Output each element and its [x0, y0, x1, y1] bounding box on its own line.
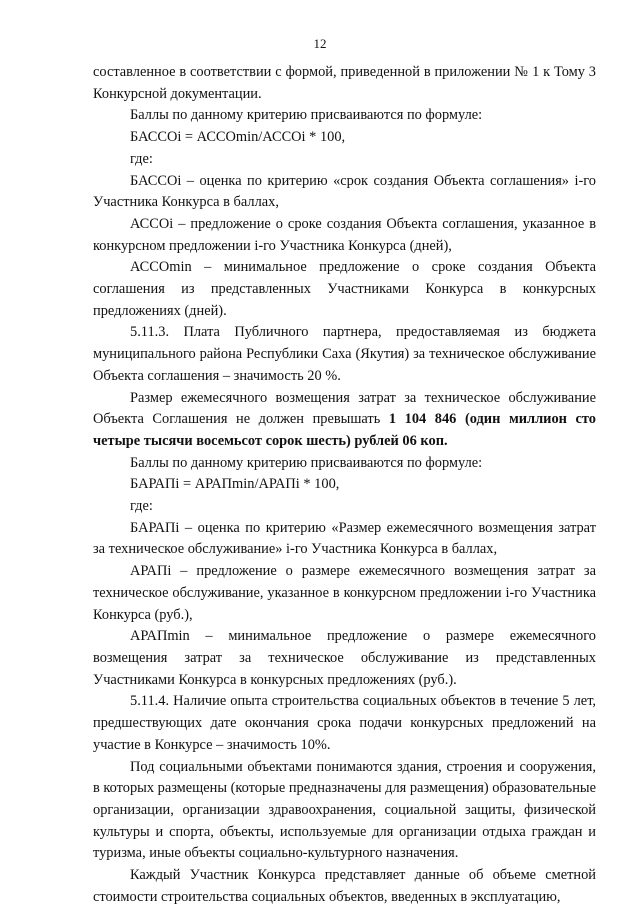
paragraph: БАРАПi – оценка по критерию «Размер ежемесячного возмещения затрат за техническое обслуживание» i-го Участника Конкурса в баллах, [93, 519, 596, 558]
section-paragraph: 5.11.4. Наличие опыта строительства социальных объектов в течение 5 лет, предшествующих дате окончания срока подачи конкурсных предложений на участие в Конкурсе – значимость 10%. [93, 693, 596, 753]
paragraph: где: [130, 150, 153, 167]
paragraph: Под социальными объектами понимаются здания, строения и сооружения, в которых размещены (которые предназначены для размещения) образовательные организации, организации здравоохранения, социальной защиты, физической культуры и спорта, объекты, используемые для организации отдыха граждан и туризма, иные объекты социально-культурного назначения. [93, 758, 596, 862]
bold-amount: 1 104 846 (один миллион сто четыре тысячи восемьсот сорок шесть) рублей 06 коп. [93, 411, 596, 449]
formula: БАССОi = АССОmin/АССОi * 100, [130, 129, 346, 146]
paragraph: составленное в соответствии с формой, приведенной в приложении № 1 к Тому 3 Конкурсной документации. [93, 64, 596, 102]
paragraph: Баллы по данному критерию присваиваются по формуле: [130, 107, 483, 124]
paragraph: АРАПmin – минимальное предложение о размере ежемесячного возмещения затрат за техническое обслуживание из представленных Участниками Конкурса в конкурсных предложениях (руб.). [93, 628, 596, 688]
paragraph: АССОmin – минимальное предложение о сроке создания Объекта соглашения из представленных Участниками Конкурса в конкурсных предложениях (дней). [93, 259, 596, 319]
paragraph: АССОi – предложение о сроке создания Объекта соглашения, указанное в конкурсном предложении i-го Участника Конкурса (дней), [93, 215, 596, 254]
section-paragraph: 5.11.3. Плата Публичного партнера, предоставляемая из бюджета муниципального района Республики Саха (Якутия) за техническое обслуживание Объекта соглашения – значимость 20 %. [93, 324, 596, 384]
page-number: 12 [313, 36, 327, 51]
formula: БАРАПi = АРАПmin/АРАПi * 100, [130, 476, 340, 493]
paragraph-text: Размер ежемесячного возмещения затрат за техническое обслуживание Объекта Соглашения не должен превышать [93, 389, 596, 428]
paragraph [93, 388, 596, 453]
paragraph: Баллы по данному критерию присваиваются по формуле: [130, 454, 483, 471]
paragraph: Каждый Участник Конкурса представляет данные об объеме сметной стоимости строительства социальных объектов, введенных в эксплуатацию, [93, 867, 596, 905]
paragraph: БАССОi – оценка по критерию «срок создания Объекта соглашения» i-го Участника Конкурса в баллах, [93, 172, 596, 211]
paragraph: АРАПi – предложение о размере ежемесячного возмещения затрат за техническое обслуживание, указанное в конкурсном предложении i-го Участника Конкурса (руб.), [93, 563, 596, 623]
paragraph: где: [130, 498, 153, 515]
page-body [93, 62, 596, 908]
